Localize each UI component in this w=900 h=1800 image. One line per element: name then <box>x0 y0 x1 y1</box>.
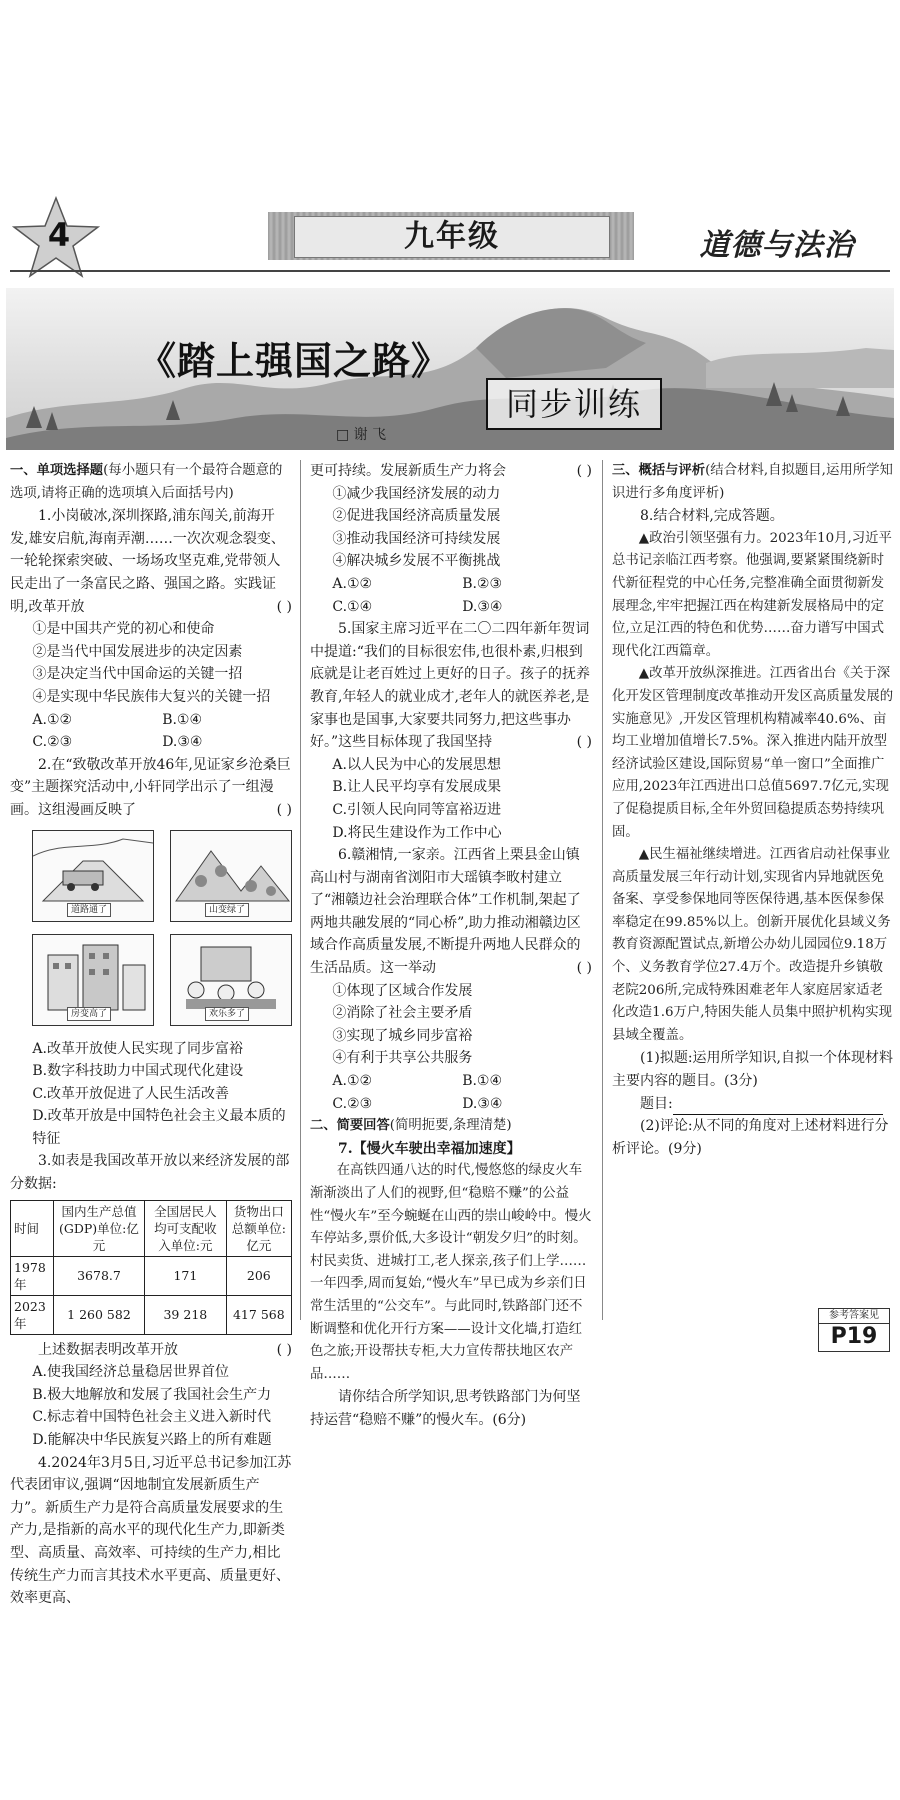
table-header: 国内生产总值(GDP)单位:亿元 <box>53 1200 144 1256</box>
comic-road <box>32 830 154 922</box>
answer-reference-box <box>818 1308 890 1352</box>
q6-choice-a[interactable]: A.①② <box>332 1073 373 1090</box>
comic-family <box>170 934 292 1026</box>
page-number: 4 <box>47 216 71 254</box>
column-3 <box>612 460 894 1160</box>
section-2-heading: 二、简要回答 <box>310 1118 390 1134</box>
question-6: 6.赣湘情,一家亲。江西省上栗县金山镇高山村与湖南省浏阳市大瑶镇李畋村建立了“湘赣边社会治理联合体”工作机制,架起了两地共融发展的“同心桥”,助力推动湘赣边区域合作高质量发展,不断提升两地人民群众的生活品质。这一举动 ( ) <box>310 844 592 980</box>
q1-choice-b[interactable]: B.①④ <box>162 711 203 728</box>
comic-mountain <box>170 830 292 922</box>
q5-option[interactable]: C.引领人民向同等富裕迈进 <box>332 801 502 818</box>
q6-option: ④有利于共享公共服务 <box>332 1050 473 1067</box>
article-title: 《踏上强国之路》 <box>138 339 451 383</box>
comic-caption: 道路通了 <box>67 903 111 917</box>
question-4-cont: 更可持续。发展新质生产力将会 ( ) <box>310 460 592 483</box>
q1-option: ①是中国共产党的初心和使命 <box>32 621 215 638</box>
title-answer-line: 题目: <box>612 1093 894 1116</box>
subject-label: 道德与法治 <box>699 228 855 263</box>
page-header <box>10 190 890 280</box>
question-4: 4.2024年3月5日,习近平总书记参加江苏代表团审议,强调“因地制宜发展新质生产力”。新质生产力是符合高质量发展要求的生产力,是指新的高水平的现代化生产力,即新类型、高质量、高效率、可持续的生产力,相比传统生产力而言其技术水平更高、质量更好、效率更高、 <box>10 1454 292 1607</box>
answer-paren[interactable]: ( ) <box>276 801 292 818</box>
q2-option[interactable]: D.改革开放是中国特色社会主义最本质的特征 <box>32 1108 286 1147</box>
q2-option[interactable]: C.改革开放促进了人民生活改善 <box>32 1085 230 1102</box>
table-cell: 171 <box>145 1256 227 1295</box>
answer-paren[interactable]: ( ) <box>576 463 592 479</box>
article-subtitle: 同步训练 <box>486 378 662 430</box>
q4-choice-b[interactable]: B.②③ <box>462 575 503 592</box>
q4-option: ①减少我国经济发展的动力 <box>332 485 501 502</box>
header-rule <box>10 270 890 272</box>
question-2: 2.在“致敬改革开放46年,见证家乡沧桑巨变”主题探究活动中,小轩同学出示了一组漫画。这组漫画反映了 ( ) <box>10 754 292 822</box>
q5-option[interactable]: B.让人民平均享有发展成果 <box>332 779 502 796</box>
question-8-1: (1)拟题:运用所学知识,自拟一个体现材料主要内容的题目。(3分) <box>612 1050 893 1090</box>
q2-option[interactable]: A.改革开放使人民实现了同步富裕 <box>32 1040 243 1057</box>
q1-choice-a[interactable]: A.①② <box>32 711 73 728</box>
q3-option[interactable]: C.标志着中国特色社会主义进入新时代 <box>32 1409 272 1426</box>
q6-choice-d[interactable]: D.③④ <box>462 1095 503 1112</box>
question-3-stem: 上述数据表明改革开放 ( ) <box>10 1339 292 1362</box>
question-7-title: 7.【慢火车驶出幸福加速度】 <box>338 1140 521 1157</box>
question-3: 3.如表是我国改革开放以来经济发展的部分数据: <box>10 1153 290 1193</box>
table-header: 货物出口总额单位:亿元 <box>226 1200 291 1256</box>
q4-choice-c[interactable]: C.①④ <box>332 598 373 615</box>
q6-option: ②消除了社会主要矛盾 <box>332 1005 473 1022</box>
answer-reference-label: 参考答案见 <box>819 1309 889 1324</box>
comic-caption: 房变高了 <box>67 1007 111 1021</box>
question-1: 1.小岗破冰,深圳探路,浦东闯关,前海开发,雄安启航,海南弄潮……一次次观念裂变、一轮轮探索突破、一场场攻坚克难,党带领人民走出了一条富民之路、强国之路。实践证明,改革开放 ( ) <box>10 505 292 618</box>
answer-paren[interactable]: ( ) <box>276 598 292 615</box>
author: □ 谢 飞 <box>336 427 387 443</box>
question-5: 5.国家主席习近平在二〇二四年新年贺词中提道:“我们的目标很宏伟,也很朴素,归根到底就是让老百姓过上更好的日子。孩子的抚养教育,年轻人的就业成才,老年人的就医养老,是家事也是国事,大家要共同努力,把这些事办好。”这些目标体现了我国坚持 ( ) <box>310 618 592 754</box>
column-divider <box>300 460 301 1320</box>
grade-label: 九年级 <box>294 216 610 258</box>
q5-option[interactable]: A.以人民为中心的发展思想 <box>332 756 501 773</box>
column-1 <box>10 460 292 1610</box>
question-7-question: 请你结合所学知识,思考铁路部门为何坚持运营“稳赔不赚”的慢火车。(6分) <box>310 1389 581 1428</box>
q4-choice-a[interactable]: A.①② <box>332 575 373 592</box>
table-row <box>11 1295 292 1334</box>
q1-choice-c[interactable]: C.②③ <box>32 734 73 751</box>
section-3-note: (结合材料,自拟题目,运用所学知识进行多角度评析) <box>612 463 893 501</box>
q4-option: ②促进我国经济高质量发展 <box>332 508 501 525</box>
table-cell: 39 218 <box>145 1295 227 1334</box>
q2-option[interactable]: B.数字科技助力中国式现代化建设 <box>32 1063 244 1080</box>
material-paragraph-2: ▲改革开放纵深推进。江西省出台《关于深化开发区管理制度改革推动开发区高质量发展的实施意见》,开发区管理机构精减率40.6%、亩均工业增加值增长7.5%。深入推进内陆开放型经济试验区建设,国际贸易“单一窗口”全面推广应用,2023年江西进出口总值5697.7亿元,实现了促稳提质目标,全年外贸回稳提质态势持续巩固。 <box>612 666 894 840</box>
q1-option: ③是决定当代中国命运的关键一招 <box>32 666 243 683</box>
answer-reference-page: P19 <box>830 1324 878 1349</box>
section-1-heading: 一、单项选择题 <box>10 463 104 478</box>
title-answer-field[interactable] <box>673 1100 883 1115</box>
answer-paren[interactable]: ( ) <box>576 960 592 977</box>
q5-option[interactable]: D.将民生建设作为工作中心 <box>332 824 502 841</box>
section-2-note: (简明扼要,条理清楚) <box>389 1118 512 1134</box>
q6-option: ①体现了区域合作发展 <box>332 982 473 999</box>
table-header: 时间 <box>11 1200 54 1256</box>
question-8-2: (2)评论:从不同的角度对上述材料进行分析评论。(9分) <box>612 1118 889 1157</box>
table-cell: 2023年 <box>11 1295 54 1334</box>
q4-choice-d[interactable]: D.③④ <box>462 598 503 615</box>
q3-option[interactable]: B.极大地解放和发展了我国社会生产力 <box>32 1386 272 1403</box>
table-header: 全国居民人均可支配收入单位:元 <box>145 1200 227 1256</box>
q3-option[interactable]: D.能解决中华民族复兴路上的所有难题 <box>32 1432 272 1449</box>
material-paragraph-3: ▲民生福祉继续增进。江西省启动社保事业高质量发展三年行动计划,实现省内异地就医免备案、享受参保地同等医保待遇,基本医保参保率稳定在99.85%以上。创新开展优化县域义务教育资源配置试点,新增公办幼儿园园位9.18万个、义务教育学位27.4万个。改造提升乡镇敬老院206所,完成特殊困难老年人家庭居家适老化改造1.6万户,特困失能人员集中照护机构实现县域全覆盖。 <box>612 847 892 1043</box>
table-cell: 206 <box>226 1256 291 1295</box>
q6-choice-c[interactable]: C.②③ <box>332 1095 373 1112</box>
comic-caption: 山变绿了 <box>205 903 249 917</box>
question-8: 8.结合材料,完成答题。 <box>640 508 784 525</box>
table-cell: 1 260 582 <box>53 1295 144 1334</box>
answer-paren[interactable]: ( ) <box>576 734 592 751</box>
column-divider <box>602 460 603 1320</box>
q3-option[interactable]: A.使我国经济总量稳居世界首位 <box>32 1364 229 1381</box>
answer-paren[interactable]: ( ) <box>276 1341 292 1358</box>
comic-caption: 欢乐多了 <box>205 1007 249 1021</box>
q6-choice-b[interactable]: B.①④ <box>462 1073 503 1090</box>
section-1-note: (每小题只有一个最符合题意的选项,请将正确的选项填入后面括号内) <box>10 463 283 501</box>
table-cell: 1978年 <box>11 1256 54 1295</box>
q4-option: ③推动我国经济可持续发展 <box>332 530 501 547</box>
table-cell: 3678.7 <box>53 1256 144 1295</box>
q4-option: ④解决城乡发展不平衡挑战 <box>332 553 501 570</box>
q1-choice-d[interactable]: D.③④ <box>162 734 203 751</box>
table-row <box>11 1256 292 1295</box>
comic-group <box>10 826 292 1034</box>
question-7-material: 在高铁四通八达的时代,慢悠悠的绿皮火车渐渐淡出了人们的视野,但“稳赔不赚”的公益性“慢火车”至今蜿蜒在山西的崇山峻岭中。慢火车停站多,票价低,大多设计“朝发夕归”的时刻。村民卖货、进城打工,老人探亲,孩子们上学……一年四季,周而复始,“慢火车”早已成为乡亲们日常生活里的“公交车”。与此同时,铁路部门还不断调整和优化开行方案——设计文化墙,打造红色之旅;开设帮扶专柜,大力宣传帮扶地区农产品…… <box>310 1163 592 1382</box>
section-3-heading: 三、概括与评析 <box>612 463 706 478</box>
q1-option: ④是实现中华民族伟大复兴的关键一招 <box>32 688 271 705</box>
table-cell: 417 568 <box>226 1295 291 1334</box>
comic-houses <box>32 934 154 1026</box>
material-paragraph-1: ▲政治引领坚强有力。2023年10月,习近平总书记亲临江西考察。他强调,要紧紧围绕新时代新征程党的中心任务,完整准确全面贯彻新发展理念,牢牢把握江西在构建新发展格局中的定位,立足江西的特色和优势……奋力谱写中国式现代化江西篇章。 <box>612 530 892 659</box>
economy-table <box>10 1200 292 1335</box>
column-2 <box>310 460 592 1432</box>
q1-option: ②是当代中国发展进步的决定因素 <box>32 643 243 660</box>
q6-option: ③实现了城乡同步富裕 <box>332 1027 473 1044</box>
